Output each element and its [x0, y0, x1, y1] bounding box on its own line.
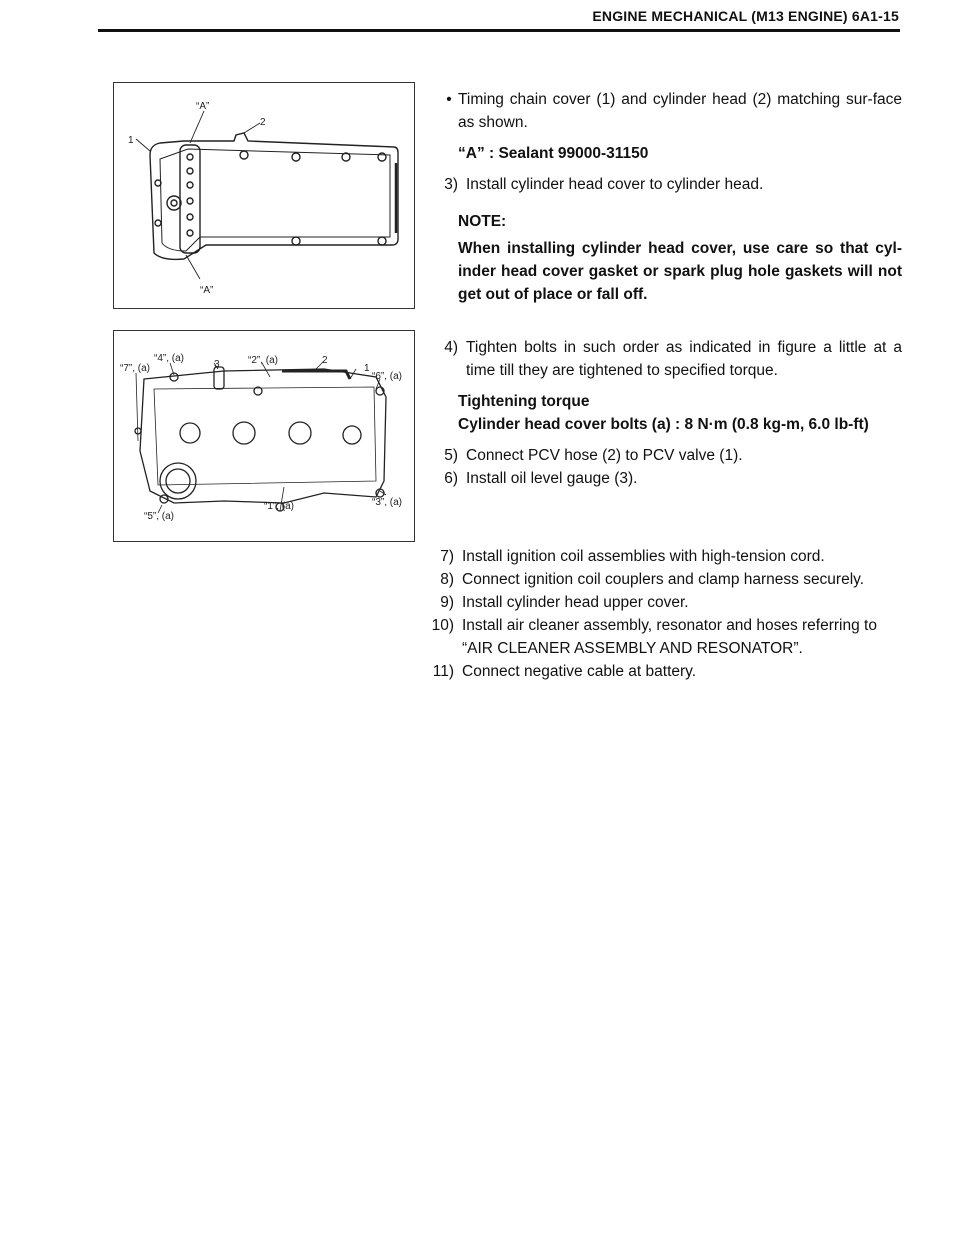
- step-number: 4): [444, 339, 458, 356]
- step-10: [424, 614, 902, 660]
- bullet-text: Timing chain cover (1) and cylinder head (2) matching sur-face as shown.: [458, 91, 902, 131]
- step-text: Tighten bolts in such order as indicated in figure a little at a time till they are tightened to specified torque.: [466, 339, 902, 379]
- label-bolt-3: “3”, (a): [372, 497, 402, 508]
- label-bolt-4: “4”, (a): [154, 353, 184, 364]
- figure-bolt-tightening-order: [113, 330, 415, 542]
- step-text: Install air cleaner assembly, resonator and hoses referring to “AIR CLEANER ASSEMBLY AND RESONATOR”.: [462, 617, 877, 657]
- step-9: [424, 591, 902, 614]
- step-3: [440, 173, 902, 196]
- step-7: [424, 545, 902, 568]
- label-gauge-3: 3: [214, 359, 220, 370]
- label-1: 1: [128, 135, 134, 146]
- step-text: Connect ignition coil couplers and clamp harness securely.: [462, 571, 865, 588]
- label-valve-1: 1: [364, 363, 370, 374]
- sealant-spec: “A” : Sealant 99000-31150: [458, 145, 649, 162]
- label-bolt-5: “5”, (a): [144, 511, 174, 522]
- sealant-diagram-drawing: [114, 83, 414, 308]
- cylinder-head-cover-drawing: [114, 331, 414, 541]
- note-heading: NOTE:: [458, 213, 507, 230]
- page-header-title: ENGINE MECHANICAL (M13 ENGINE) 6A1-15: [592, 8, 899, 24]
- step-6: [440, 467, 902, 490]
- step-number: 6): [444, 470, 458, 487]
- step-number: 8): [440, 571, 454, 588]
- step-number: 7): [440, 548, 454, 565]
- bullet-dot: •: [446, 91, 452, 108]
- label-bolt-6: “6”, (a): [372, 371, 402, 382]
- label-hose-2: 2: [322, 355, 328, 366]
- torque-spec: Cylinder head cover bolts (a) : 8 N·m (0.8 kg-m, 6.0 lb-ft): [458, 416, 869, 433]
- label-bolt-7: “7”, (a): [120, 363, 150, 374]
- step-number: 11): [432, 663, 454, 680]
- step-8: [424, 568, 902, 591]
- section-bolt-tightening: [440, 336, 902, 490]
- section-final-steps: [424, 545, 902, 683]
- label-a-bottom: “A”: [200, 285, 214, 296]
- figure-sealant-application: [113, 82, 415, 309]
- label-a-top: “A”: [196, 101, 210, 112]
- step-5: [440, 444, 902, 467]
- step-text: Install oil level gauge (3).: [466, 470, 638, 487]
- step-number: 3): [444, 176, 458, 193]
- header-divider: [98, 29, 900, 32]
- bullet-item: [440, 88, 902, 134]
- step-text: Install cylinder head cover to cylinder head.: [466, 176, 764, 193]
- watermark: carmanualsonline.info: [765, 1211, 920, 1227]
- step-number: 9): [440, 594, 454, 611]
- label-bolt-1: “1”, (a): [264, 501, 294, 512]
- step-number: 5): [444, 447, 458, 464]
- step-text: Install ignition coil assemblies with high-tension cord.: [462, 548, 825, 565]
- step-11: [424, 660, 902, 683]
- step-text: Install cylinder head upper cover.: [462, 594, 689, 611]
- section-sealant-instructions: [440, 88, 902, 306]
- note-text: When installing cylinder head cover, use care so that cyl-inder head cover gasket or spark plug hole gaskets will not get out of place or fall off.: [458, 240, 902, 303]
- label-bolt-2: “2”, (a): [248, 355, 278, 366]
- step-text: Connect negative cable at battery.: [462, 663, 697, 680]
- step-4: [440, 336, 902, 382]
- torque-heading: Tightening torque: [458, 393, 590, 410]
- label-2: 2: [260, 117, 266, 128]
- step-number: 10): [431, 617, 454, 634]
- step-text: Connect PCV hose (2) to PCV valve (1).: [466, 447, 743, 464]
